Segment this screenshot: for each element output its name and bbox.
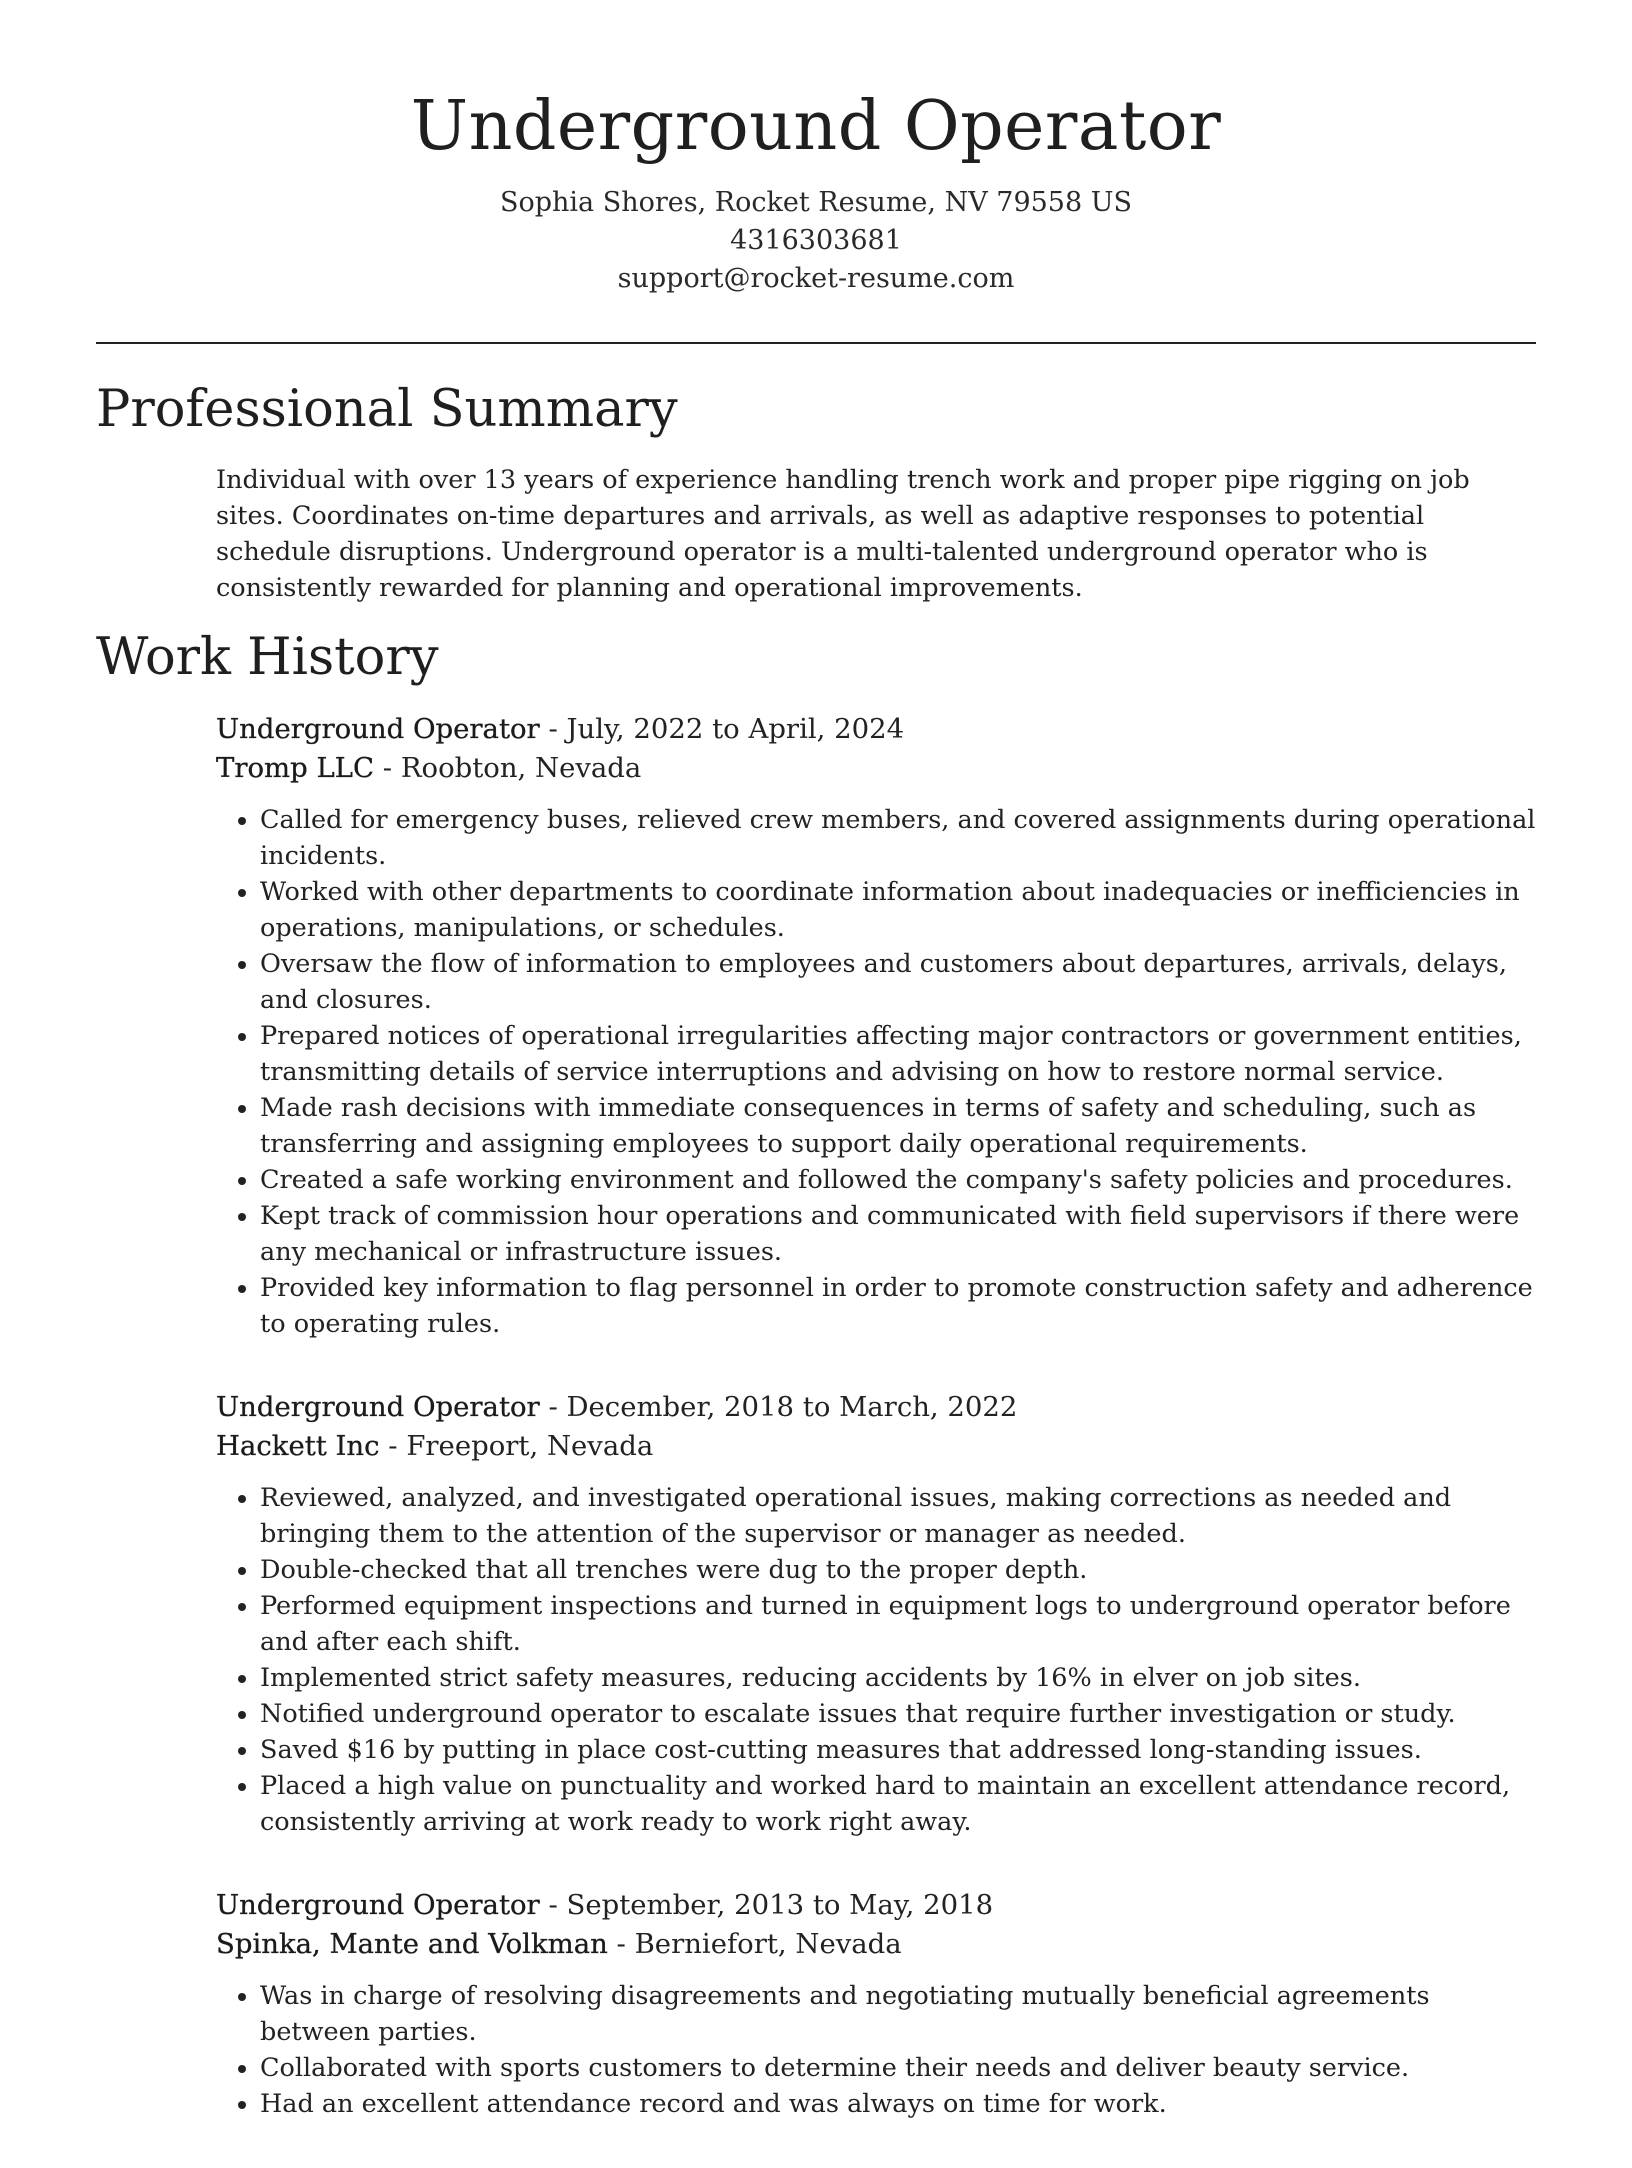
job-role: Underground Operator <box>216 1391 540 1423</box>
job-bullet: • Saved $16 by putting in place cost-cutting measures that addressed long-standing issues. <box>260 1732 1541 1768</box>
job-dates: September, 2013 to May, 2018 <box>566 1889 994 1921</box>
job-company-line <box>216 1925 1541 1964</box>
job-separator: - <box>539 1391 567 1423</box>
work-history-list <box>216 710 1541 2168</box>
contact-email: support@rocket-resume.com <box>617 263 1015 294</box>
job-title-line <box>216 1388 1541 1427</box>
job-bullet: • Performed equipment inspections and turned in equipment logs to underground operator before and after each shift. <box>260 1588 1541 1660</box>
job-separator: - <box>539 713 567 745</box>
job-entry <box>216 1388 1541 1840</box>
job-title-line <box>216 710 1541 749</box>
job-bullet: • Prepared notices of operational irregularities affecting major contractors or government entities, transmitting details of service interruptions and advising on how to restore normal service. <box>260 1018 1541 1090</box>
job-title-line <box>216 1886 1541 1925</box>
job-bullet: • Oversaw the flow of information to employees and customers about departures, arrivals, delays, and closures. <box>260 946 1541 1018</box>
job-bullet: • Called for emergency buses, relieved crew members, and covered assignments during operational incidents. <box>260 802 1541 874</box>
job-bullet: • Reviewed, analyzed, and investigated operational issues, making corrections as needed and bringing them to the attention of the supervisor or manager as needed. <box>260 1480 1541 1552</box>
job-role: Underground Operator <box>216 1889 540 1921</box>
job-bullet: • Made rash decisions with immediate consequences in terms of safety and scheduling, such as transferring and assigning employees to support daily operational requirements. <box>260 1090 1541 1162</box>
summary-text: Individual with over 13 years of experience handling trench work and proper pipe rigging on job sites. Coordinates on-time departures and arrivals, as well as adaptive responses to potential schedule disruptions. Underground operator is a multi-talented underground operator who is consistently rewarded for planning and operational improvements. <box>216 465 1470 603</box>
job-bullet: • Notified underground operator to escalate issues that require further investigation or study. <box>260 1696 1541 1732</box>
job-bullet: • Placed a high value on punctuality and worked hard to maintain an excellent attendance record, consistently arriving at work ready to work right away. <box>260 1768 1541 1840</box>
job-dates: July, 2022 to April, 2024 <box>566 713 905 745</box>
contact-phone: 4316303681 <box>730 225 902 256</box>
job-bullets <box>216 1480 1541 1840</box>
job-bullet: • Collaborated with sports customers to determine their needs and deliver beauty service. <box>260 2050 1541 2086</box>
job-role: Underground Operator <box>216 713 540 745</box>
job-company: Hackett Inc <box>216 1430 380 1462</box>
job-separator: - <box>374 752 401 784</box>
job-bullet: • Worked with other departments to coordinate information about inadequacies or inefficiencies in operations, manipulations, or schedules. <box>260 874 1541 946</box>
job-separator: - <box>539 1889 567 1921</box>
job-company: Spinka, Mante and Volkman <box>216 1928 608 1960</box>
job-location: Freeport, Nevada <box>406 1430 654 1462</box>
job-bullet: • Was in charge of resolving disagreements and negotiating mutually beneficial agreements between parties. <box>260 1978 1541 2050</box>
job-dates: December, 2018 to March, 2022 <box>566 1391 1018 1423</box>
job-location: Roobton, Nevada <box>400 752 642 784</box>
job-company: Tromp LLC <box>216 752 375 784</box>
job-entry <box>216 1886 1541 2122</box>
job-separator: - <box>379 1430 407 1462</box>
job-bullet: • Provided key information to flag personnel in order to promote construction safety and adherence to operating rules. <box>260 1270 1541 1342</box>
job-bullet: • Double-checked that all trenches were dug to the proper depth. <box>260 1552 1541 1588</box>
job-bullet: • Kept track of commission hour operations and communicated with field supervisors if there were any mechanical or infrastructure issues. <box>260 1198 1541 1270</box>
job-bullet: • Created a safe working environment and followed the company's safety policies and procedures. <box>260 1162 1541 1198</box>
job-location: Berniefort, Nevada <box>634 1928 902 1960</box>
contact-address: Sophia Shores, Rocket Resume, NV 79558 US <box>500 187 1132 218</box>
job-bullets <box>216 802 1541 1342</box>
summary-heading: Professional Summary <box>96 380 678 439</box>
candidate-title: Underground Operator <box>410 87 1222 166</box>
job-bullet: • Implemented strict safety measures, reducing accidents by 16% in elver on job sites. <box>260 1660 1541 1696</box>
job-company-line <box>216 1427 1541 1466</box>
job-separator: - <box>607 1928 635 1960</box>
work-history-heading: Work History <box>96 628 439 687</box>
job-company-line <box>216 749 1541 788</box>
job-entry <box>216 710 1541 1342</box>
header-divider <box>96 342 1536 344</box>
job-bullet: • Had an excellent attendance record and was always on time for work. <box>260 2086 1541 2122</box>
resume-header <box>0 82 1632 298</box>
job-bullets <box>216 1978 1541 2122</box>
